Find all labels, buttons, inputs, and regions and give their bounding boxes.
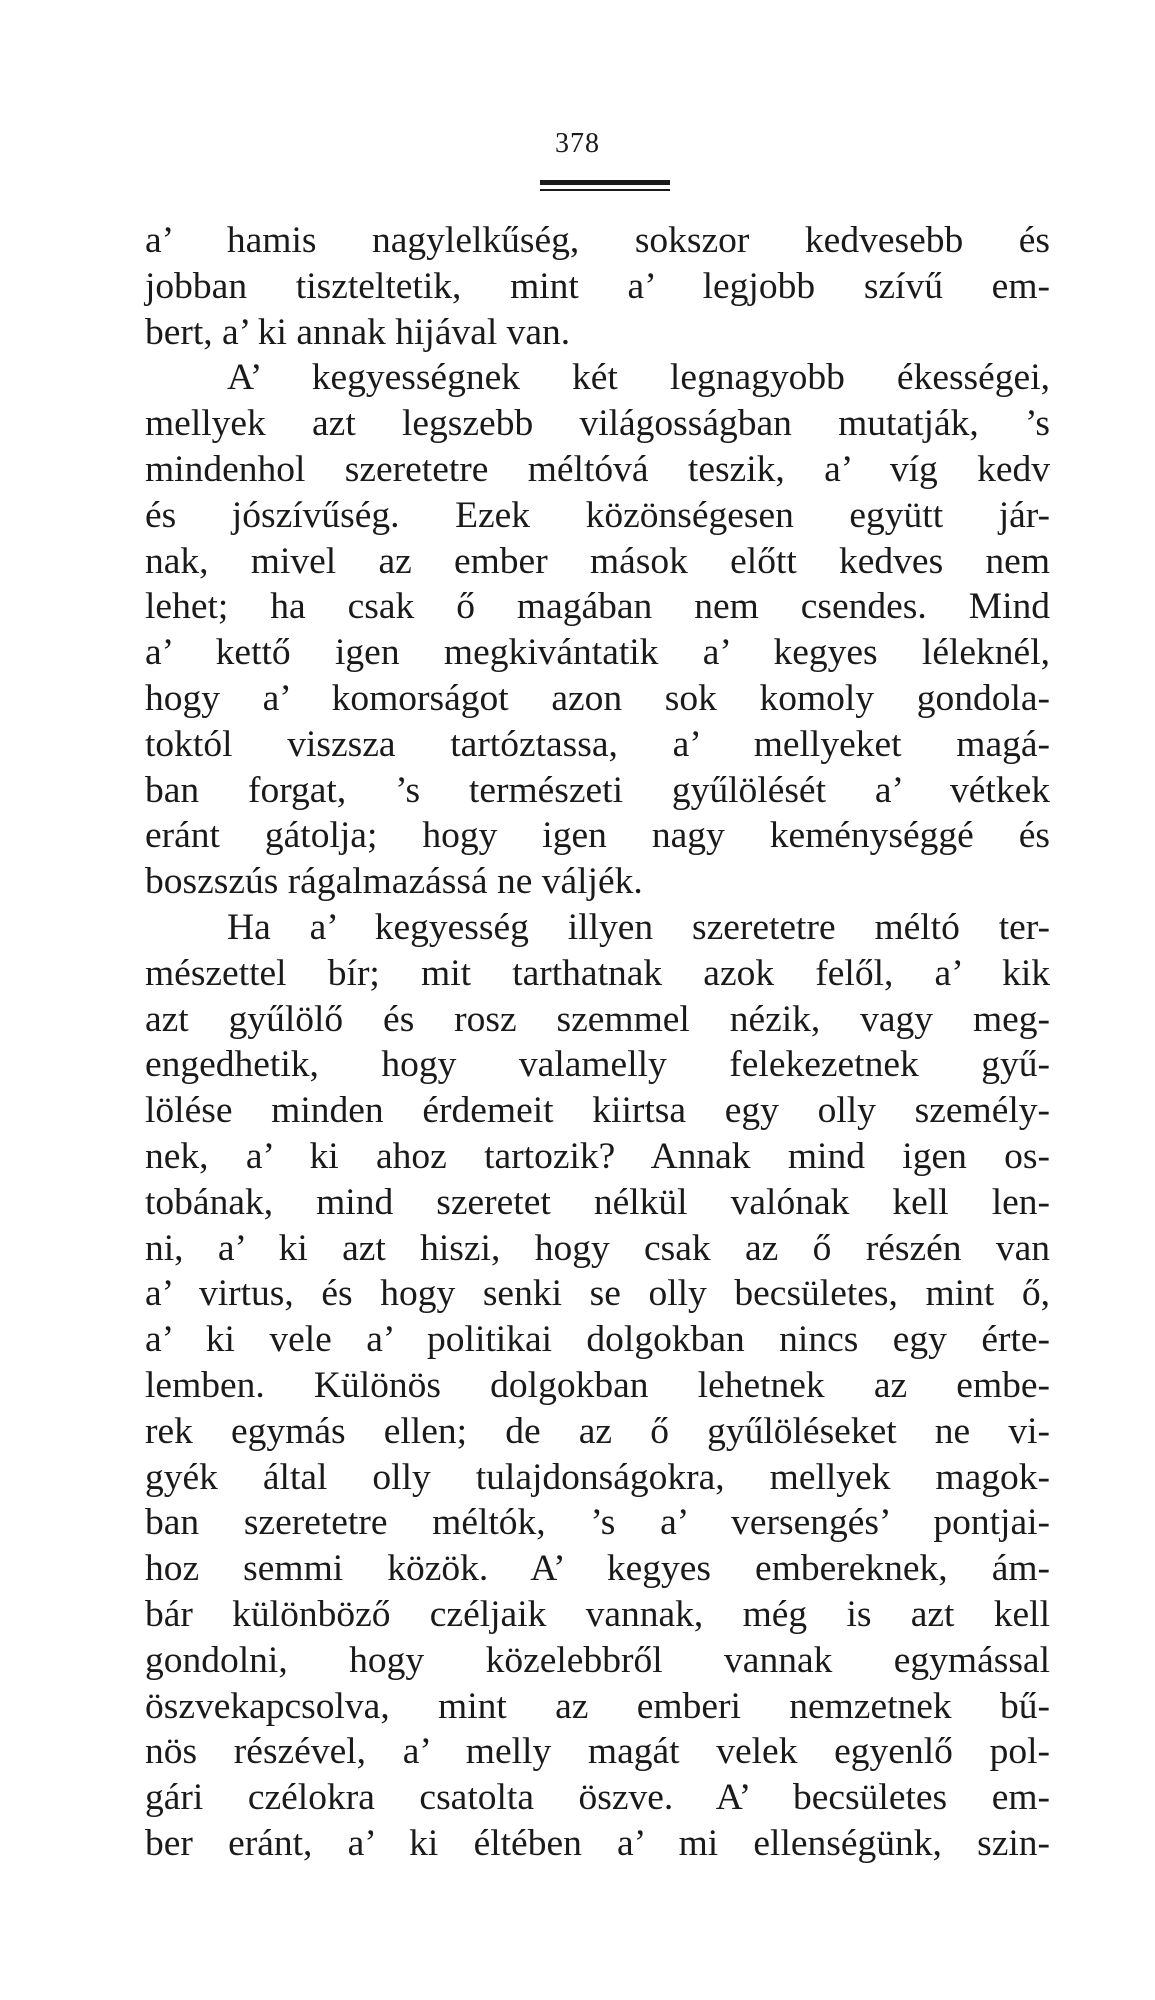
- text-line: jobban tiszteltetik, mint a’ legjobb szívű em-: [145, 265, 1050, 307]
- text-line: lehet; ha csak ő magában nem csendes. Mind: [145, 586, 1050, 628]
- text-line: a’ hamis nagylelkűség, sokszor kedvesebb és: [145, 220, 1050, 261]
- text-line: a’ kettő igen megkivántatik a’ kegyes léleknél,: [145, 632, 1050, 674]
- text-line: ber eránt, a’ ki éltében a’ mi ellenségünk, szin-: [145, 1822, 1050, 1864]
- text-line: tobának, mind szeretet nélkül valónak kell len-: [145, 1181, 1050, 1223]
- text-line: eránt gátolja; hogy igen nagy keménységgé és: [145, 815, 1050, 857]
- text-line: nek, a’ ki ahoz tartozik? Annak mind igen os-: [145, 1135, 1050, 1177]
- text-line: nös részével, a’ melly magát velek egyenlő pol-: [145, 1731, 1050, 1773]
- header-rule-thin: [540, 189, 670, 191]
- text-line: öszvekapcsolva, mint az emberi nemzetnek bű-: [145, 1685, 1050, 1727]
- text-line: a’ virtus, és hogy senki se olly becsületes, mint ő,: [145, 1273, 1050, 1315]
- text-line: Ha a’ kegyesség illyen szeretetre méltó ter-: [227, 906, 1050, 948]
- text-line: és jószívűség. Ezek közönségesen együtt jár-: [145, 494, 1050, 536]
- text-line: bert, a’ ki annak hijával van.: [145, 311, 571, 353]
- text-line: ni, a’ ki azt hiszi, hogy csak az ő részén van: [145, 1227, 1050, 1269]
- header-rule-thick: [540, 180, 670, 185]
- text-line: hoz semmi közök. A’ kegyes embereknek, ám-: [145, 1548, 1050, 1590]
- text-line: a’ ki vele a’ politikai dolgokban nincs egy érte-: [145, 1319, 1050, 1361]
- text-line: gári czélokra csatolta öszve. A’ becsületes em-: [145, 1777, 1050, 1819]
- text-line: bár különböző czéljaik vannak, még is azt kell: [145, 1593, 1050, 1635]
- text-line: rek egymás ellen; de az ő gyűlöléseket ne vi-: [145, 1410, 1050, 1452]
- page-number: 378: [555, 128, 600, 159]
- text-line: azt gyűlölő és rosz szemmel nézik, vagy meg-: [145, 998, 1050, 1040]
- text-line: gyék által olly tulajdonságokra, mellyek magok-: [145, 1456, 1050, 1498]
- text-line: mellyek azt legszebb világosságban mutatják, ’s: [145, 403, 1050, 445]
- text-line: hogy a’ komorságot azon sok komoly gondola-: [145, 677, 1050, 719]
- text-line: gondolni, hogy közelebbről vannak egymással: [145, 1639, 1050, 1681]
- text-line: nak, mivel az ember mások előtt kedves nem: [145, 540, 1050, 582]
- text-line: toktól viszsza tartóztassa, a’ mellyeket magá-: [145, 723, 1050, 765]
- text-line: engedhetik, hogy valamelly felekezetnek gyű-: [145, 1044, 1050, 1086]
- text-line: lemben. Különös dolgokban lehetnek az embe-: [145, 1364, 1050, 1406]
- text-line: A’ kegyességnek két legnagyobb ékességei,: [227, 357, 1050, 399]
- text-line: mészettel bír; mit tarthatnak azok felől, a’ kik: [145, 952, 1050, 994]
- text-line: mindenhol szeretetre méltóvá teszik, a’ víg kedv: [145, 448, 1050, 490]
- text-line: ban szeretetre méltók, ’s a’ versengés’ pontjai-: [145, 1502, 1050, 1544]
- text-line: ban forgat, ’s természeti gyűlölését a’ vétkek: [145, 769, 1050, 811]
- text-line: lölése minden érdemeit kiirtsa egy olly személy-: [145, 1090, 1050, 1132]
- body-text: [145, 218, 1050, 1867]
- text-line: boszszús rágalmazássá ne váljék.: [145, 861, 643, 903]
